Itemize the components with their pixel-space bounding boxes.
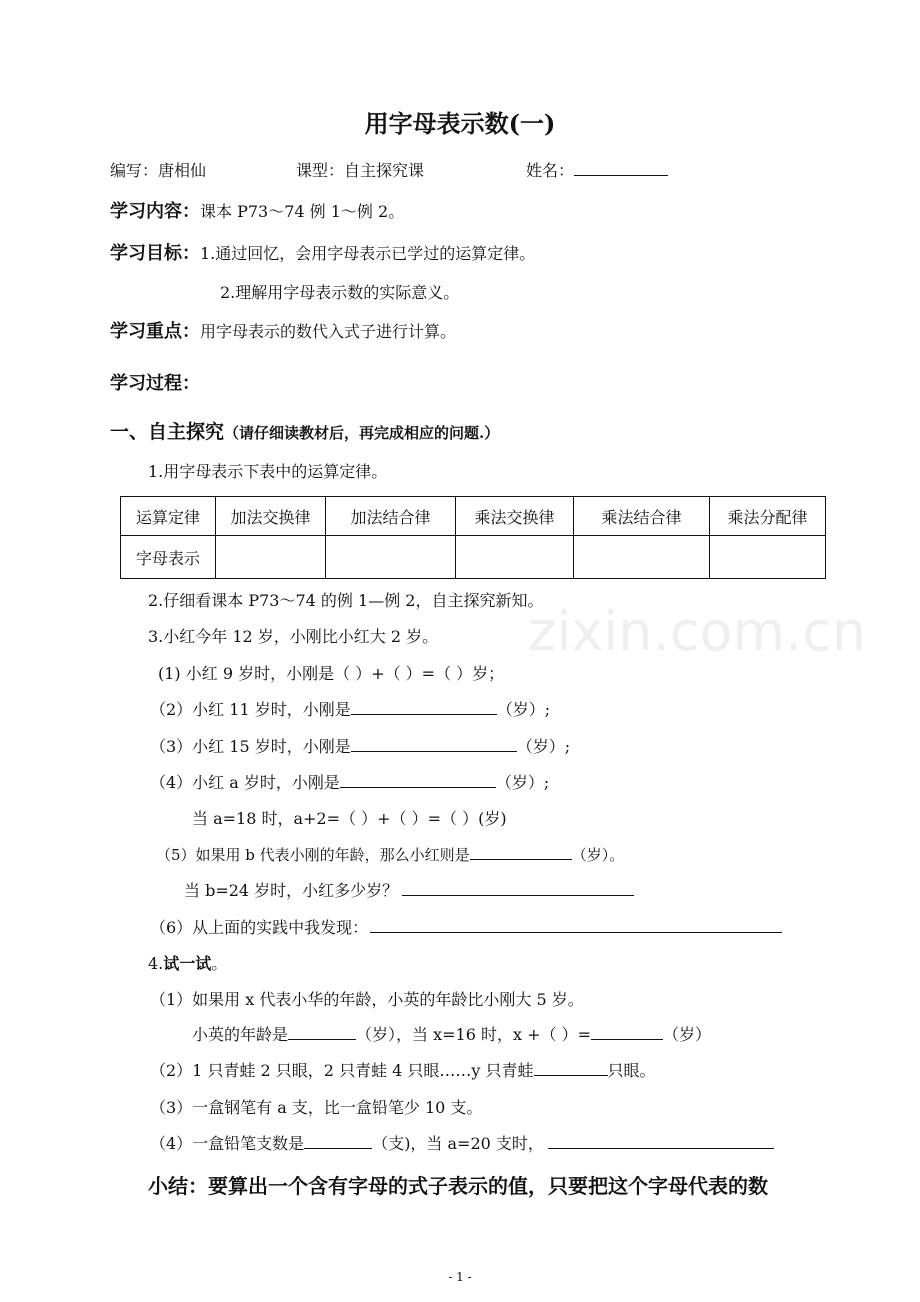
q3-part-1: (1) 小红 9 岁时，小刚是（ ）+（ ）=（ ）岁； <box>158 664 505 683</box>
answer-blank[interactable] <box>288 1023 356 1040</box>
q3-part-2-unit: （岁）; <box>496 700 551 719</box>
answer-blank[interactable] <box>591 1023 663 1040</box>
lesson-type: 课型：自主探究课 <box>296 161 425 180</box>
study-goals <box>110 239 535 265</box>
q3-part-6-text: （6）从上面的实践中我发现： <box>150 918 369 937</box>
process-heading: 学习过程： <box>110 373 200 394</box>
table-header-cell: 乘法交换律 <box>456 497 574 536</box>
answer-blank[interactable] <box>370 916 782 933</box>
answer-cell[interactable] <box>216 536 326 579</box>
question-4-end: 。 <box>211 954 228 973</box>
q4-part-2-unit: 只眼。 <box>607 1061 656 1080</box>
name-field <box>526 158 668 181</box>
table-header-cell: 加法交换律 <box>216 497 326 536</box>
answer-cell[interactable] <box>710 536 826 579</box>
q3-part-6 <box>150 915 782 938</box>
study-content <box>110 197 404 223</box>
q3-part-5-text: （5）如果用 b 代表小刚的年龄，那么小红则是 <box>156 846 470 864</box>
author: 编写：唐相仙 <box>110 161 207 180</box>
q4-part-2-text: （2）1 只青蛙 2 只眼，2 只青蛙 4 只眼……y 只青蛙 <box>150 1061 534 1080</box>
q3-part-5-sub-text: 当 b=24 岁时，小红多少岁？ <box>184 881 399 900</box>
summary: 小结：要算出一个含有字母的式子表示的值，只要把这个字母代表的数 <box>148 1174 768 1198</box>
answer-cell[interactable] <box>574 536 710 579</box>
q3-part-5 <box>156 843 624 865</box>
study-focus <box>110 317 456 343</box>
q3-part-3 <box>150 734 570 757</box>
q4-part-1-sub-text: （岁），当 x=16 时，x +（ ）= <box>356 1025 591 1044</box>
q3-part-5-sub <box>184 878 634 901</box>
q4-part-1: （1）如果用 x 代表小华的年龄，小英的年龄比小刚大 5 岁。 <box>150 990 584 1009</box>
question-4-title: 试一试 <box>163 954 212 973</box>
table-row <box>121 497 826 536</box>
table-header-cell: 乘法分配律 <box>710 497 826 536</box>
question-2: 2.仔细看课本 P73～74 的例 1—例 2，自主探究新知。 <box>148 591 544 610</box>
answer-blank[interactable] <box>548 1132 774 1149</box>
study-content-text: 课本 P73～74 例 1～例 2。 <box>200 202 405 221</box>
table-row <box>121 536 826 579</box>
q4-part-4-text: （4）一盒铅笔支数是 <box>150 1134 305 1153</box>
q4-part-3: （3）一盒钢笔有 a 支，比一盒铅笔少 10 支。 <box>150 1098 483 1117</box>
question-3: 3.小红今年 12 岁，小刚比小红大 2 岁。 <box>148 627 439 646</box>
q3-part-2-text: （2）小红 11 岁时，小刚是 <box>150 700 351 719</box>
q3-part-4-text: （4）小红 a 岁时，小刚是 <box>150 773 340 792</box>
name-blank[interactable] <box>574 159 668 176</box>
answer-blank[interactable] <box>351 735 517 752</box>
q3-part-3-unit: （岁）; <box>516 737 571 756</box>
section-note: （请仔细读教材后，再完成相应的问题.） <box>224 424 500 442</box>
q4-part-1-sub <box>192 1022 711 1045</box>
goal-item: 2.理解用字母表示数的实际意义。 <box>220 283 460 302</box>
page-number: - 1 - <box>448 1270 472 1284</box>
q4-part-4-text: （支)，当 a=20 支时， <box>372 1134 544 1153</box>
q3-part-4-sub: 当 a=18 时，a+2=（ ）+（ ）=（ ）(岁) <box>192 809 507 828</box>
answer-cell[interactable] <box>456 536 574 579</box>
answer-blank[interactable] <box>340 771 496 788</box>
table-row-label: 字母表示 <box>121 536 216 579</box>
q3-part-2 <box>150 697 550 720</box>
table-header-cell: 乘法结合律 <box>574 497 710 536</box>
study-focus-text: 用字母表示的数代入式子进行计算。 <box>200 322 457 341</box>
page-title: 用字母表示数(一) <box>364 109 556 138</box>
study-goals-label: 学习目标： <box>110 243 200 264</box>
answer-blank[interactable] <box>470 843 572 860</box>
q3-part-4 <box>150 770 549 793</box>
study-content-label: 学习内容： <box>110 201 200 222</box>
q4-part-2 <box>150 1058 656 1081</box>
q4-part-1-sub-text: 小英的年龄是 <box>192 1025 289 1044</box>
q4-part-1-sub-unit: （岁） <box>663 1025 712 1044</box>
watermark: zixin.com.cn <box>528 600 867 663</box>
q3-part-5-unit: （岁）。 <box>571 846 625 864</box>
answer-blank[interactable] <box>304 1132 372 1149</box>
laws-table <box>120 496 826 579</box>
question-4 <box>148 951 227 974</box>
table-header-cell: 运算定律 <box>121 497 216 536</box>
answer-blank[interactable] <box>534 1059 608 1076</box>
study-focus-label: 学习重点： <box>110 321 200 342</box>
q3-part-3-text: （3）小红 15 岁时，小刚是 <box>150 737 351 756</box>
question-1: 1.用字母表示下表中的运算定律。 <box>148 462 388 481</box>
q4-part-4 <box>150 1131 774 1154</box>
q3-part-4-unit: （岁）; <box>495 773 550 792</box>
answer-blank[interactable] <box>351 698 497 715</box>
answer-blank[interactable] <box>402 879 634 896</box>
table-header-cell: 加法结合律 <box>326 497 456 536</box>
name-label: 姓名： <box>526 161 575 180</box>
section-title: 一、自主探究 <box>110 421 225 443</box>
question-4-number: 4. <box>148 954 164 973</box>
answer-cell[interactable] <box>326 536 456 579</box>
goal-item: 1.通过回忆，会用字母表示已学过的运算定律。 <box>200 244 536 263</box>
section-heading <box>110 417 499 444</box>
